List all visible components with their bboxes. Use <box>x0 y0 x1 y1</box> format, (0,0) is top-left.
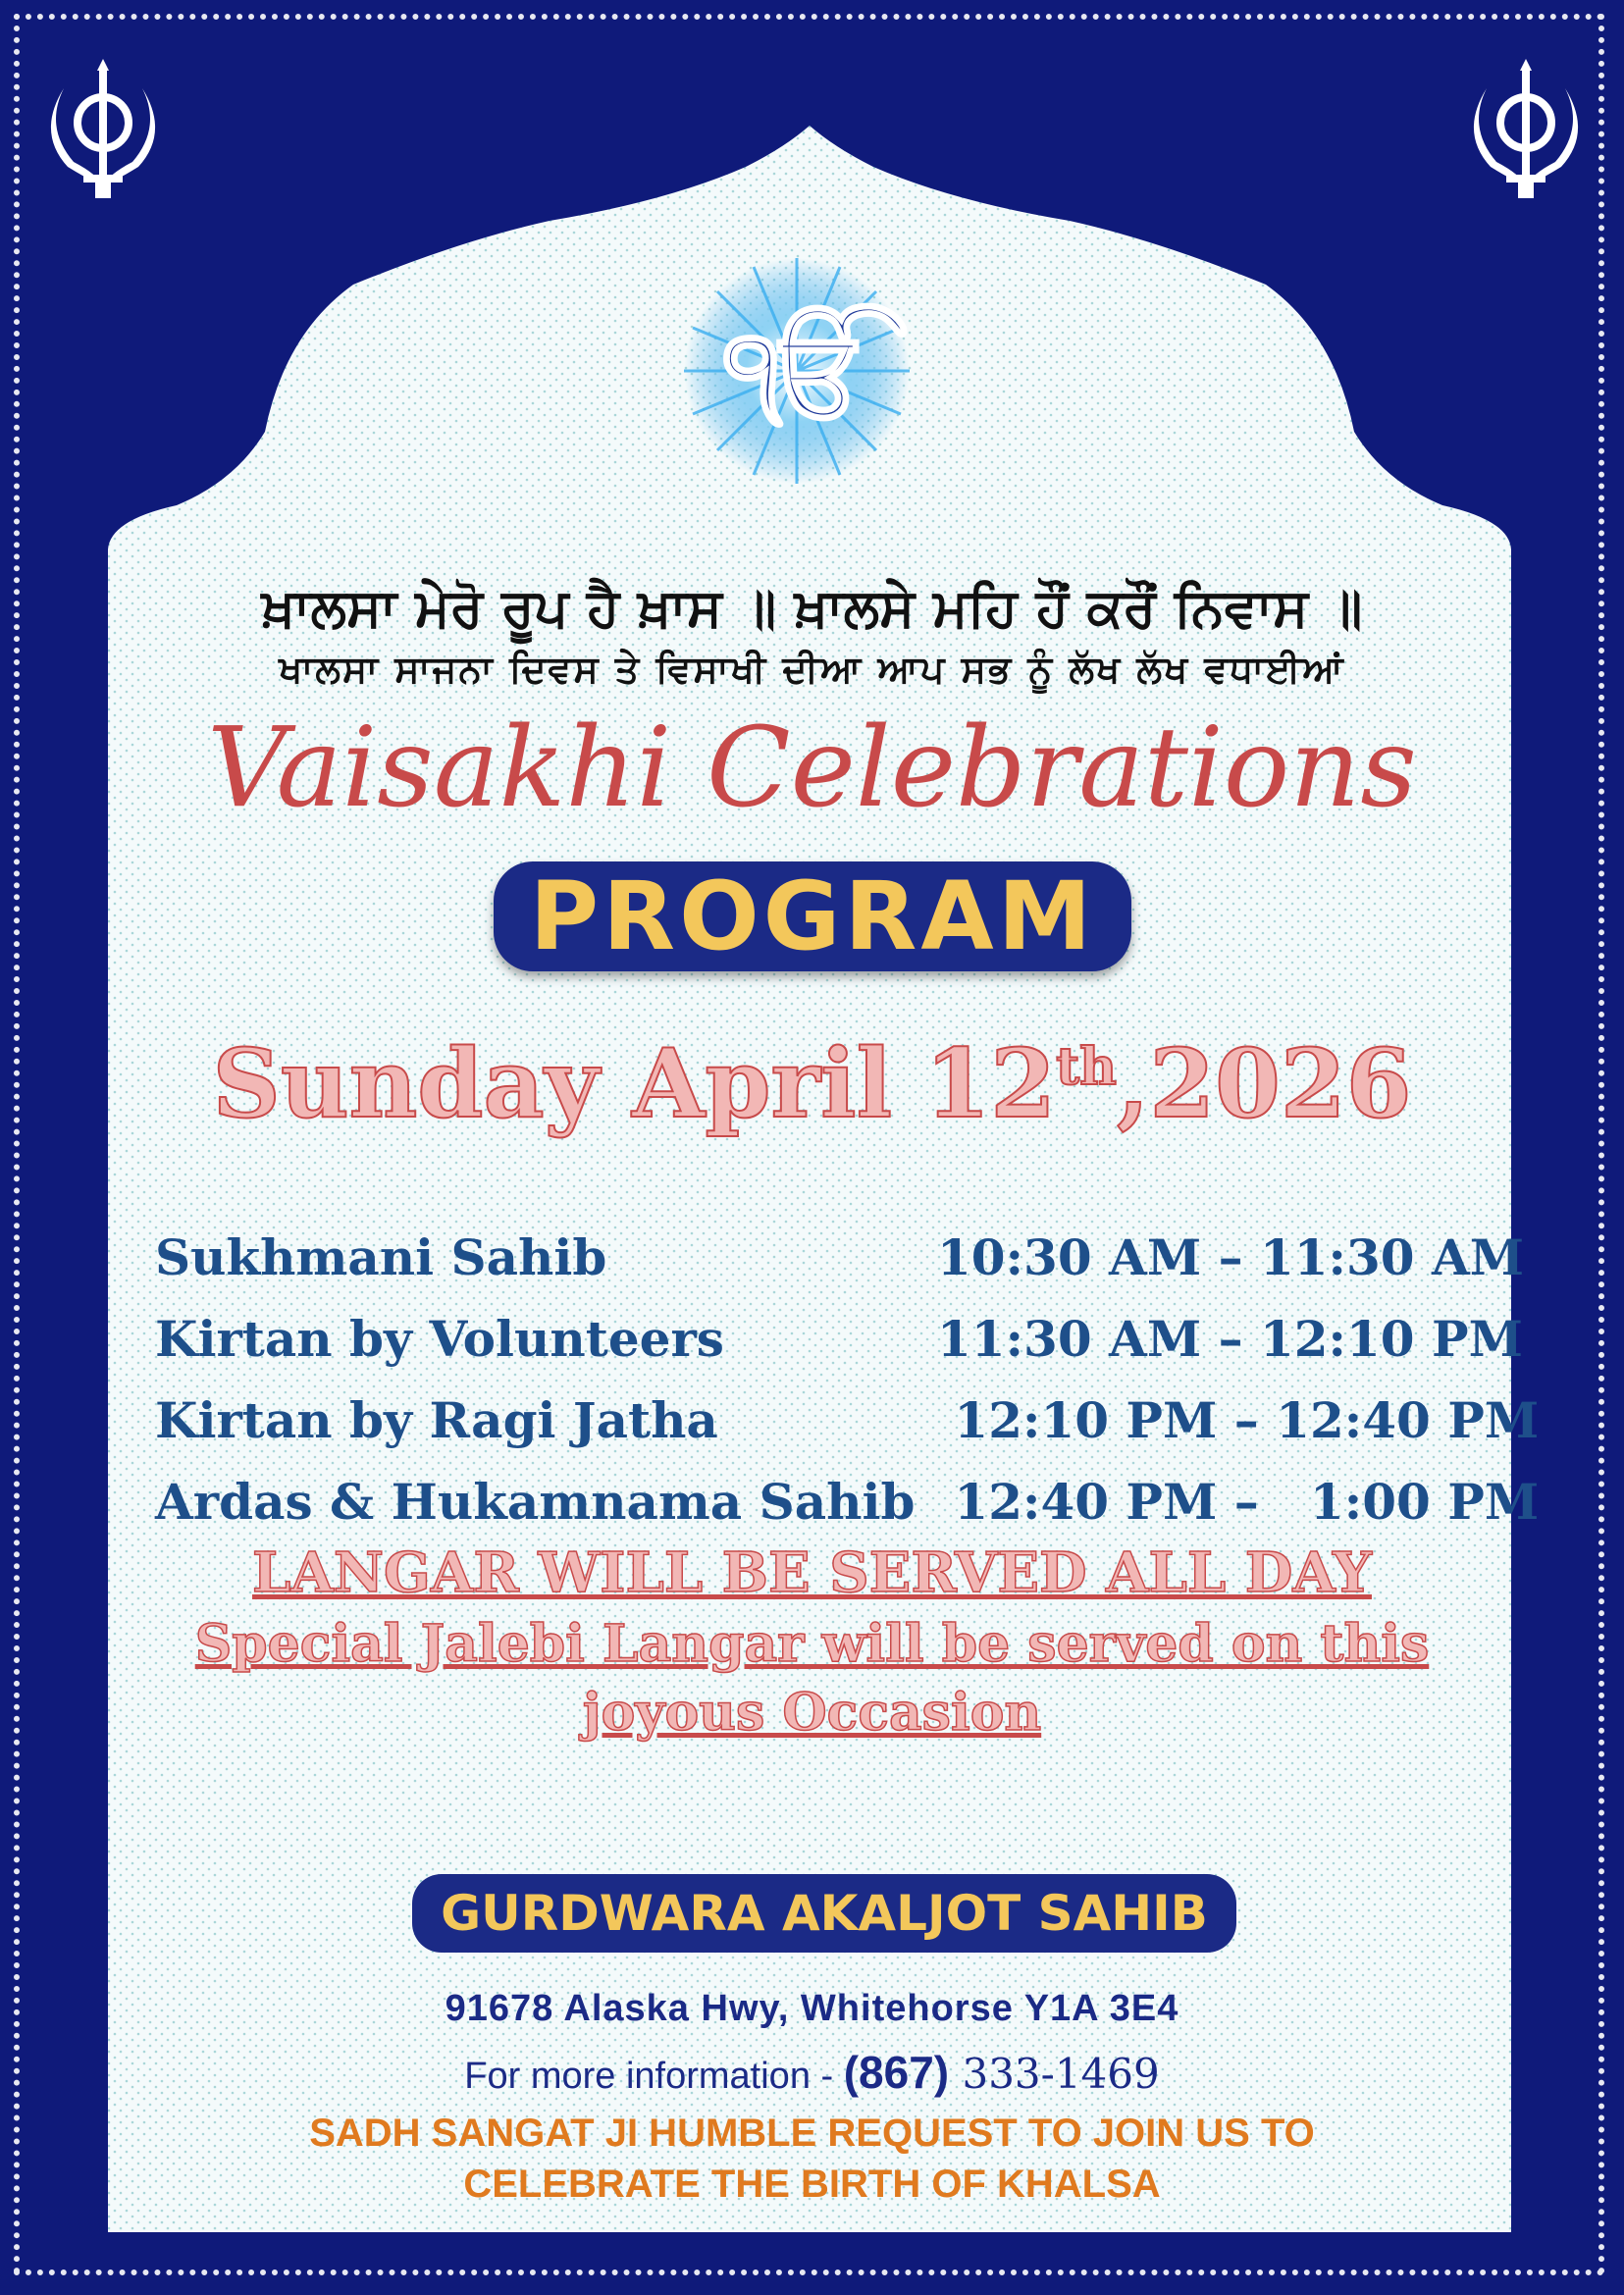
schedule-item-name: Kirtan by Volunteers <box>155 1310 724 1368</box>
contact-info <box>0 2046 1624 2099</box>
phone-number: 333-1469 <box>949 2050 1160 2098</box>
langar-notice: LANGAR WILL BE SERVED ALL DAY <box>252 1540 1372 1605</box>
khanda-icon <box>1467 59 1585 206</box>
invitation-request <box>0 2108 1624 2210</box>
gurmukhi-greeting: ਖਾਲਸਾ ਸਾਜਨਾ ਦਿਵਸ ਤੇ ਵਿਸਾਖੀ ਦੀਆ ਆਪ ਸਭ ਨੂੰ ਲੱਖ ਲੱਖ ਵਧਾਈਆਂ <box>279 648 1345 691</box>
program-heading: PROGRAM <box>529 861 1096 971</box>
schedule-item-time: 12:40 PM – 1:00 PM <box>937 1473 1540 1531</box>
schedule-item-time: 11:30 AM – 12:10 PM <box>937 1310 1523 1368</box>
schedule-item-name: Sukhmani Sahib <box>155 1228 607 1286</box>
schedule-item-time: 10:30 AM – 11:30 AM <box>937 1228 1525 1286</box>
address: 91678 Alaska Hwy, Whitehorse Y1A 3E4 <box>445 1988 1179 2029</box>
svg-text:ੴ: ੴ <box>724 304 869 441</box>
khanda-icon <box>44 59 162 206</box>
jalebi-notice: Special Jalebi Langar will be served on this <box>194 1614 1430 1674</box>
request-line-2: CELEBRATE THE BIRTH OF KHALSA <box>463 2163 1161 2206</box>
schedule-item-time: 12:10 PM – 12:40 PM <box>937 1391 1540 1449</box>
date-year: ,2026 <box>1116 1028 1412 1139</box>
event-title: Vaisakhi Celebrations <box>207 704 1417 832</box>
gurdwara-name: GURDWARA AKALJOT SAHIB <box>441 1885 1208 1942</box>
phone-area-code: (867) <box>843 2047 950 2098</box>
gurmukhi-verse: ਖ਼ਾਲਸਾ ਮੇਰੋ ਰੂਪ ਹੈ ਖ਼ਾਸ ॥ ਖ਼ਾਲਸੇ ਮਹਿ ਹੌਂ ਕਰੌਂ ਨਿਵਾਸ ॥ <box>261 577 1363 639</box>
schedule-item-name: Ardas & Hukamnama Sahib <box>155 1473 916 1531</box>
date-main: Sunday April 12 <box>212 1028 1057 1139</box>
info-label: For more information - <box>464 2056 844 2097</box>
request-line-1: SADH SANGAT JI HUMBLE REQUEST TO JOIN US TO <box>309 2112 1315 2155</box>
jalebi-notice-cont: joyous Occasion <box>582 1683 1042 1743</box>
event-date <box>0 1028 1624 1139</box>
schedule-item-name: Kirtan by Ragi Jatha <box>155 1391 718 1449</box>
date-suffix: th <box>1056 1037 1117 1097</box>
